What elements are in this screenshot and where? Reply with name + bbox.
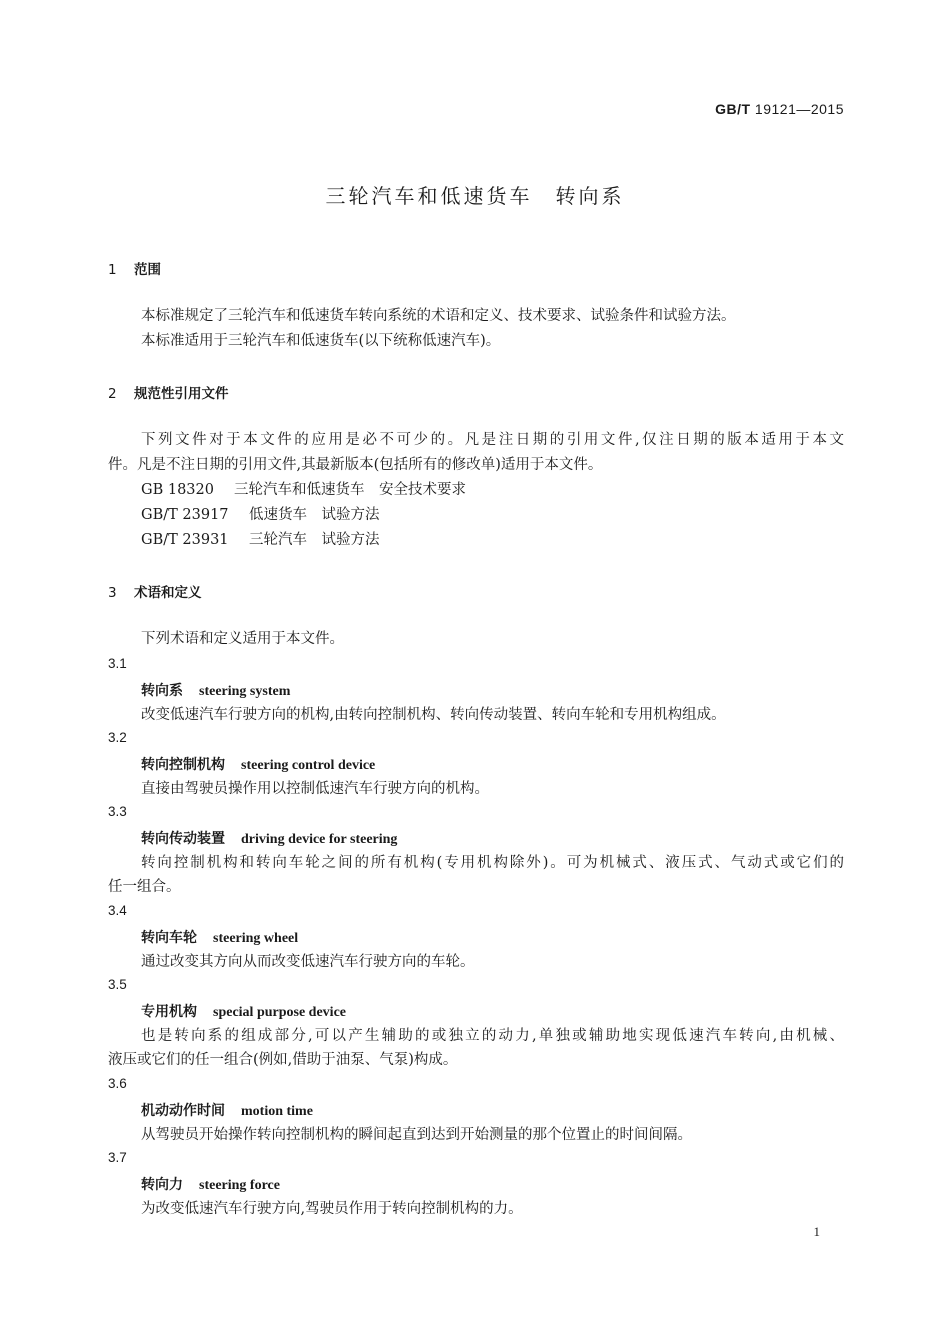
term-heading xyxy=(141,754,375,774)
term-heading xyxy=(141,1001,346,1021)
term-zh: 转向力 xyxy=(141,1177,183,1193)
section-1-heading xyxy=(108,258,161,278)
term-number: 3.3 xyxy=(108,804,127,819)
term-zh: 转向系 xyxy=(141,683,183,699)
term-number: 3.6 xyxy=(108,1076,127,1091)
term-definition: 改变低速汽车行驶方向的机构,由转向控制机构、转向传动装置、转向车轮和专用机构组成。 xyxy=(141,707,726,723)
reference-code: GB 18320 xyxy=(141,482,214,498)
term-definition-continued: 任一组合。 xyxy=(108,879,181,895)
section-title: 规范性引用文件 xyxy=(134,386,229,402)
term-en: steering wheel xyxy=(213,931,299,946)
paragraph: 本标准适用于三轮汽车和低速货车(以下统称低速汽车)。 xyxy=(141,333,501,349)
term-heading xyxy=(141,1174,280,1194)
term-heading xyxy=(141,828,397,848)
term-en: special purpose device xyxy=(213,1005,346,1020)
reference-code: GB/T 23917 xyxy=(141,507,229,523)
term-definition: 为改变低速汽车行驶方向,驾驶员作用于转向控制机构的力。 xyxy=(141,1201,523,1217)
paragraph: 下列文件对于本文件的应用是必不可少的。凡是注日期的引用文件,仅注日期的版本适用于本文 xyxy=(141,432,844,448)
term-definition: 通过改变其方向从而改变低速汽车行驶方向的车轮。 xyxy=(141,954,475,970)
term-definition: 从驾驶员开始操作转向控制机构的瞬间起直到达到开始测量的那个位置止的时间间隔。 xyxy=(141,1127,692,1143)
reference-code: GB/T 23931 xyxy=(141,532,229,548)
term-zh: 转向传动装置 xyxy=(141,831,225,847)
section-number: 1 xyxy=(108,262,117,278)
term-heading xyxy=(141,680,290,700)
term-definition: 也是转向系的组成部分,可以产生辅助的或独立的动力,单独或辅助地实现低速汽车转向,由机械、 xyxy=(141,1028,844,1044)
document-title: 三轮汽车和低速货车 转向系 xyxy=(325,184,625,208)
section-title: 范围 xyxy=(134,262,161,278)
reference-title: 低速货车 试验方法 xyxy=(249,507,380,523)
term-heading xyxy=(141,927,298,947)
section-number: 3 xyxy=(108,585,117,601)
section-2-heading xyxy=(108,382,229,402)
term-definition-continued: 液压或它们的任一组合(例如,借助于油泵、气泵)构成。 xyxy=(108,1052,458,1068)
term-en: steering control device xyxy=(241,758,376,773)
term-heading xyxy=(141,1100,313,1120)
term-en: driving device for steering xyxy=(241,832,398,847)
term-number: 3.1 xyxy=(108,656,127,671)
section-3-heading xyxy=(108,581,202,601)
term-en: steering force xyxy=(199,1178,280,1193)
standard-prefix: GB/T xyxy=(715,101,751,117)
term-number: 3.5 xyxy=(108,977,127,992)
term-en: steering system xyxy=(199,684,291,699)
section-number: 2 xyxy=(108,386,117,402)
term-number: 3.4 xyxy=(108,903,127,918)
standard-number: 19121—2015 xyxy=(754,101,844,117)
page-number: 1 xyxy=(813,1224,820,1239)
reference-item xyxy=(141,528,380,552)
term-zh: 专用机构 xyxy=(141,1004,197,1020)
term-definition: 转向控制机构和转向车轮之间的所有机构(专用机构除外)。可为机械式、液压式、气动式或它们的 xyxy=(141,855,844,871)
paragraph-continued: 件。凡是不注日期的引用文件,其最新版本(包括所有的修改单)适用于本文件。 xyxy=(108,457,603,473)
paragraph: 下列术语和定义适用于本文件。 xyxy=(141,631,344,647)
term-definition: 直接由驾驶员操作用以控制低速汽车行驶方向的机构。 xyxy=(141,781,489,797)
paragraph: 本标准规定了三轮汽车和低速货车转向系统的术语和定义、技术要求、试验条件和试验方法。 xyxy=(141,308,736,324)
standard-code xyxy=(715,101,844,117)
reference-title: 三轮汽车 试验方法 xyxy=(249,532,380,548)
reference-item xyxy=(141,503,380,527)
reference-title: 三轮汽车和低速货车 安全技术要求 xyxy=(234,482,466,498)
section-title: 术语和定义 xyxy=(134,585,202,601)
term-number: 3.7 xyxy=(108,1150,127,1165)
term-zh: 机动动作时间 xyxy=(141,1103,225,1119)
reference-item xyxy=(141,478,466,502)
term-zh: 转向控制机构 xyxy=(141,757,225,773)
term-en: motion time xyxy=(241,1104,313,1119)
term-zh: 转向车轮 xyxy=(141,930,197,946)
term-number: 3.2 xyxy=(108,730,127,745)
